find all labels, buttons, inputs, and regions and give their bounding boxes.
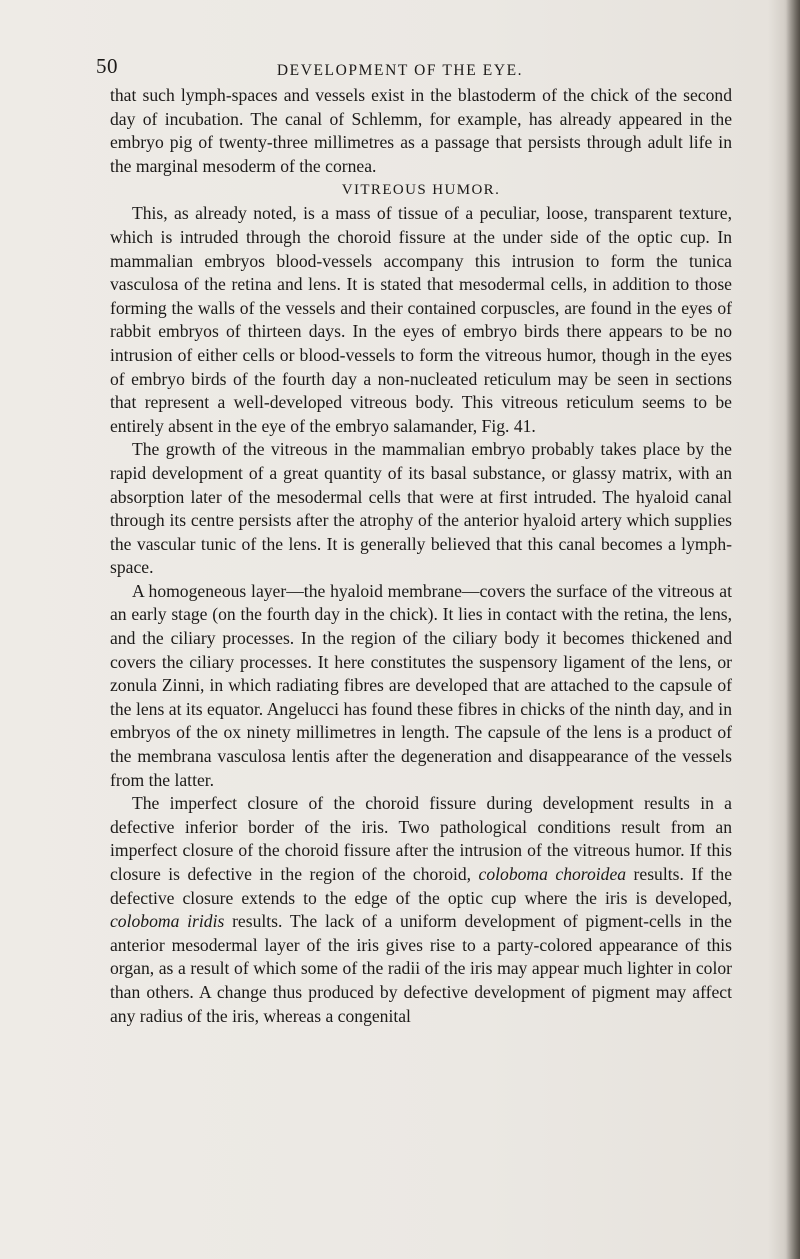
paragraph-text: The imperfect closure of the choroid fissure during development results in a defective inferior border of the iris. Two pathological conditions result from an imperfect closure of the choroid fissure after the intrusion of the vitreous humor. If this closure is defective in the region of the choroid, [110, 793, 732, 884]
body-text [110, 84, 732, 1028]
section-heading: VITREOUS HUMOR. [341, 182, 501, 199]
paragraph: This, as already noted, is a mass of tissue of a peculiar, loose, transparent texture, which is intruded through the choroid fissure at the under side of the optic cup. In mammalian embryos blood-vessels accompany this intrusion to form the tunica vasculosa of the retina and lens. It is stated that mesodermal cells, in addition to those forming the walls of the vessels and their contained corpuscles, are found in the eyes of rabbit embryos of thirteen days. In the eyes of embryo birds there appears to be no intrusion of either cells or blood-vessels to form the vitreous humor, though in the eyes of embryo birds of the fourth day a non-nucleated reticulum may be seen in sections that represent a well-developed vitreous body. This vitreous reticulum seems to be entirely absent in the eye of the embryo salamander, Fig. 41. [110, 203, 732, 436]
paragraph: The growth of the vitreous in the mammalian embryo probably takes place by the rapid development of a great quantity of its basal substance, or glassy matrix, with an absorption later of the mesodermal cells that were at first intruded. The hyaloid canal through its centre persists after the atrophy of the anterior hyaloid artery which supplies the vascular tunic of the lens. It is generally believed that this canal becomes a lymph-space. [110, 439, 732, 578]
paragraph [110, 792, 732, 1028]
running-head: DEVELOPMENT OF THE EYE. [276, 62, 524, 79]
page-header [0, 48, 800, 88]
italic-term: coloboma choroidea [478, 864, 627, 884]
paragraph-text: results. The lack of a uniform development of pigment-cells in the anterior mesodermal layer of the iris gives rise to a party-colored appearance of this organ, as a result of which some of the radii of the iris may appear much lighter in color than others. A change thus produced by defective development of pigment may affect any radius of the iris, whereas a congenital [110, 911, 732, 1026]
paragraph-continuation: that such lymph-spaces and vessels exist in the blastoderm of the chick of the second day of incubation. The canal of Schlemm, for example, has already appeared in the embryo pig of twenty-three millimetres as a passage that persists through adult life in the marginal mesoderm of the cornea. [110, 85, 732, 176]
paragraph: A homogeneous layer—the hyaloid membrane—covers the surface of the vitreous at an early stage (on the fourth day in the chick). It lies in contact with the retina, the lens, and the ciliary processes. In the region of the ciliary body it becomes thickened and covers the ciliary processes. It here constitutes the suspensory ligament of the lens, or zonula Zinni, in which radiating fibres are developed that are attached to the capsule of the lens at its equator. Angelucci has found these fibres in chicks of the ninth day, and in embryos of the ox ninety millimetres in length. The capsule of the lens is a product of the membrana vasculosa lentis after the degeneration and disappearance of the vessels from the latter. [110, 580, 732, 790]
italic-term: coloboma iridis [110, 911, 225, 932]
paragraph-text: results. If the defective closure extends to the edge of the optic cup where the iris is developed, [110, 864, 733, 908]
page-edge-shadow [786, 0, 800, 1259]
page-number: 50 [96, 54, 118, 78]
